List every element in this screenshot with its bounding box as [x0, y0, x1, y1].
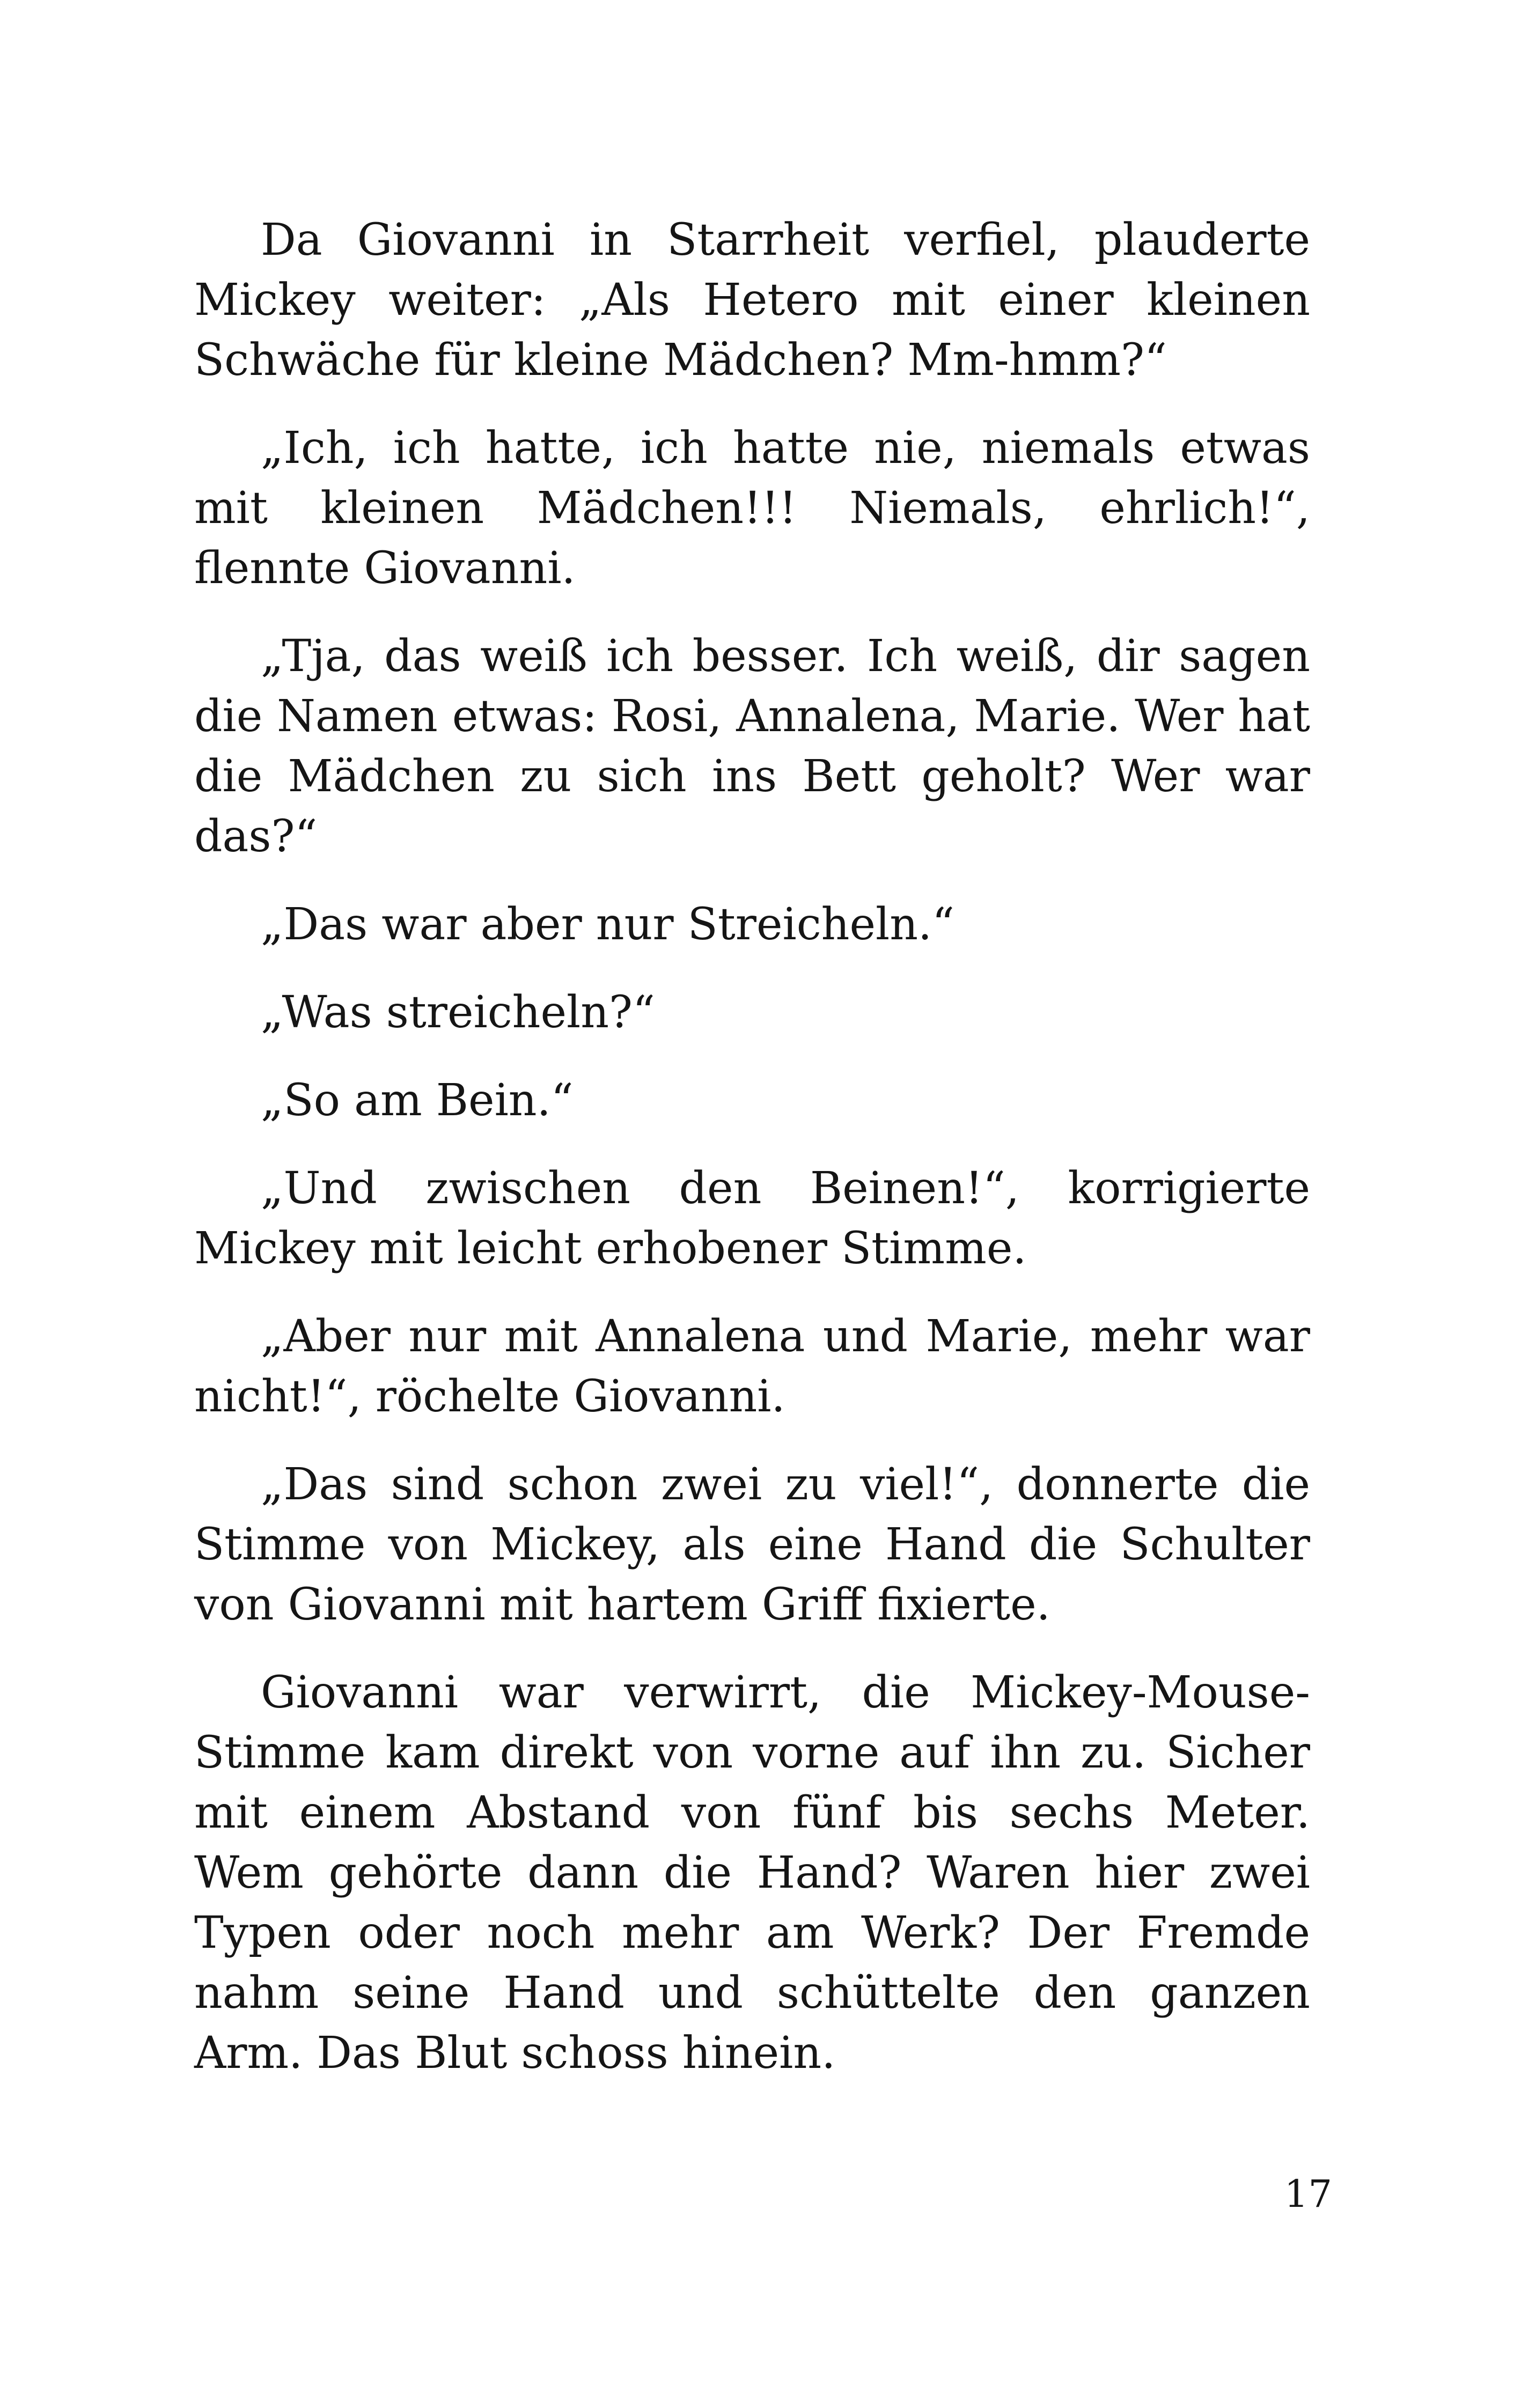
- paragraph: „Ich, ich hatte, ich hatte nie, niemals etwas mit kleinen Mädchen!!! Niemals, ehrlich!“, flennte Giovanni.: [194, 423, 1310, 594]
- paragraph: „Das sind schon zwei zu viel!“, donnerte die Stimme von Mickey, als eine Hand die Schulter von Giovanni mit hartem Griff fixierte.: [194, 1459, 1310, 1630]
- paragraph: „Was streicheln?“: [261, 987, 655, 1038]
- paragraph: „Und zwischen den Beinen!“, korrigierte Mickey mit leicht erhobener Stimme.: [194, 1163, 1310, 1274]
- paragraph: „Das war aber nur Streicheln.“: [261, 899, 955, 950]
- paragraph: „So am Bein.“: [261, 1075, 574, 1126]
- page-number: 17: [1284, 2172, 1332, 2216]
- paragraph: „Tja, das weiß ich besser. Ich weiß, dir sagen die Namen etwas: Rosi, Annalena, Marie. Wer hat die Mädchen zu sich ins Bett geholt? Wer war das?“: [194, 631, 1310, 862]
- paragraph: Giovanni war verwirrt, die Mickey-Mouse-Stimme kam direkt von vorne auf ihn zu. Sicher mit einem Abstand von fünf bis sechs Meter. Wem gehörte dann die Hand? Waren hier zwei Typen oder noch mehr am Werk? Der Fremde nahm seine Hand und schüttelte den ganzen Arm. Das Blut schoss hinein.: [194, 1667, 1310, 2079]
- paragraph: „Aber nur mit Annalena und Marie, mehr war nicht!“, röchelte Giovanni.: [194, 1311, 1310, 1422]
- paragraph: Da Giovanni in Starrheit verfiel, plauderte Mickey weiter: „Als Hetero mit einer kleinen Schwäche für kleine Mädchen? Mm-hmm?“: [194, 215, 1310, 386]
- body-text: [194, 210, 1310, 2111]
